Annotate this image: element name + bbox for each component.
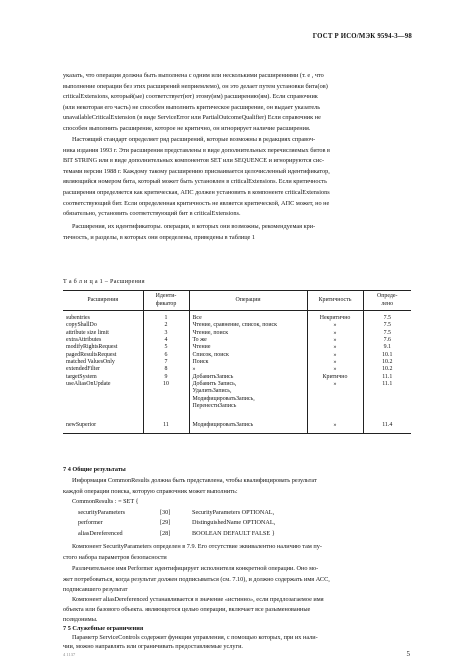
table-row <box>63 359 411 366</box>
paragraph-alias-dereferenced: Компонент aliasDereferenced устанавливается в значение «истинно», если предлозагаемое имя объекта или базового объекта. являющегося целью операции, включает все разыменованные псевдонимы. <box>63 596 324 623</box>
table-body <box>63 311 411 434</box>
table-cell: » <box>307 344 363 351</box>
table-cell: МодифицироватьЗапись, <box>189 396 307 403</box>
table-header-row <box>63 291 411 311</box>
table-cell: УдалитьЗапись, <box>189 388 307 395</box>
table-cell: 2 <box>143 322 189 329</box>
table-cell: Добавить Запись, <box>189 381 307 388</box>
table-cell <box>63 388 143 395</box>
table-cell: 8 <box>143 366 189 373</box>
table-cell <box>307 388 363 395</box>
section-7-5-title: 7 5 Служебные ограничения <box>63 625 144 632</box>
table-cell: 4 <box>143 337 189 344</box>
table-caption: Т а б л и ц а 1 – Расширения <box>63 279 145 285</box>
table-cell: matched ValuesOnly <box>66 359 115 366</box>
code-tag: [30] <box>160 508 171 516</box>
table-cell: Чтение, поиск <box>189 330 307 337</box>
table-header-cell: Расширения <box>63 291 143 311</box>
table-cell: pagedResultsRequest <box>66 351 117 358</box>
table-row <box>63 403 411 410</box>
code-type: SecurityParameters OPTIONAL, <box>192 508 275 516</box>
table-row <box>63 366 411 373</box>
table-cell <box>363 388 411 395</box>
table-cell: 10.1 <box>363 352 411 359</box>
table-cell <box>307 396 363 403</box>
table-cell <box>363 396 411 403</box>
table-cell: 9.1 <box>363 344 411 351</box>
code-component: aliasDereferenced <box>78 529 123 537</box>
table-cell <box>307 403 363 410</box>
table-cell: 7.5 <box>363 311 411 323</box>
table-cell: 3 <box>143 330 189 337</box>
table-cell: 7.5 <box>363 330 411 337</box>
table-cell: То же <box>189 337 307 344</box>
code-component: performer <box>78 519 103 527</box>
table-cell: 7.5 <box>363 322 411 329</box>
code-type: DistinguishedName OPTIONAL, <box>192 519 276 527</box>
table-cell: 10.2 <box>363 359 411 366</box>
table-cell: copyShallDo <box>66 322 97 329</box>
table-cell: 1 <box>143 311 189 323</box>
table-cell: » <box>307 322 363 329</box>
table-cell: 7.6 <box>363 337 411 344</box>
table-cell: targetSystem <box>66 373 97 380</box>
table-cell: useAliasOnUpdate <box>66 381 111 388</box>
table-cell: Чтение, сравнение, список, поиск <box>189 322 307 329</box>
table-cell: Критично <box>307 374 363 381</box>
table-cell: » <box>307 359 363 366</box>
table-cell: » <box>307 410 363 433</box>
code-tag: [29] <box>160 519 171 527</box>
table-cell: 11.1 <box>363 381 411 388</box>
table-cell: 10 <box>143 381 189 388</box>
table-cell: » <box>189 366 307 373</box>
table-cell <box>143 396 189 403</box>
paragraph-common-results: Информация CommonResults должна быть представлена, чтобы квалифицировать результат каждой операции поиска, которую справочник может выполнить: <box>63 477 317 495</box>
table-row <box>63 322 411 329</box>
table-header-cell: Операции <box>189 291 307 311</box>
table-cell: attribute size limit <box>66 329 109 336</box>
table-cell <box>63 403 143 410</box>
table-cell: modifyRightsRequest <box>66 344 118 351</box>
table-row <box>63 396 411 403</box>
paragraph-standard-extensions: Настоящий стандарт определяет ряд расширений, которые возможны в редакциях справоч- ника издания 1993 г. Эти расширения представлены в виде дополнительных перечисляемых битов в BIT STRING или в виде дополнительных компонентов SET или SEQUENCE и игнорируются сис- темами версии 1988 г. Каждому такому расширению присваивается целочисленный идентификатор, являющийся номером бита, который может быть установлен в criticalExtensions. Если критичность расширения определяется как критическая, АПС должен установить в компоненте criticalExtensions соответствующий бит. Если определенная критичность не является критической, АПС может, но не обязательно, установить соответствующий бит в criticalExtensions. <box>63 136 331 218</box>
table-cell: extraAttributes <box>66 337 102 344</box>
paragraph-table-intro: Расширения, их идентификаторы. операции, в которых они возможны, рекомендуемая кри- тичность, и разделы, в которых они определены, приведены в таблице 1 <box>63 223 316 241</box>
table-header-cell: Иденти- фикатор <box>143 291 189 311</box>
table-cell: 10.2 <box>363 366 411 373</box>
table-cell <box>363 403 411 410</box>
table-row <box>63 311 411 323</box>
code-type: BOOLEAN DEFAULT FALSE } <box>192 529 275 537</box>
footer-mark: 4 1137 <box>63 652 76 657</box>
table-row <box>63 344 411 351</box>
table-cell: 6 <box>143 352 189 359</box>
table-cell: 9 <box>143 374 189 381</box>
table-cell: » <box>307 366 363 373</box>
table-row <box>63 374 411 381</box>
table-cell: 11.4 <box>363 410 411 433</box>
code-tag: [28] <box>160 529 171 537</box>
table-row <box>63 330 411 337</box>
table-cell: Список, поиск <box>189 352 307 359</box>
table-cell <box>143 403 189 410</box>
page-number: 5 <box>406 650 410 658</box>
table-cell: Поиск <box>189 359 307 366</box>
table-cell: ДобавитьЗапись <box>189 374 307 381</box>
table-cell: » <box>307 381 363 388</box>
paragraph-security-parameters: Компонент SecurityParameters определен в 7.9. Его отсутствие эквивалентно наличию там пу- стого набора параметров безопасности <box>63 543 322 561</box>
table-cell: extendedFilter <box>66 366 101 373</box>
table-cell: Все <box>189 311 307 323</box>
table-row <box>63 388 411 395</box>
table-cell: » <box>307 330 363 337</box>
table-cell: Чтение <box>189 344 307 351</box>
table-cell: » <box>307 337 363 344</box>
table-row <box>63 352 411 359</box>
table-cell <box>63 396 143 403</box>
section-7-4-title: 7 4 Общие результаты <box>63 466 126 473</box>
table-cell: 11 <box>143 410 189 433</box>
table-cell: newSuperior <box>63 410 143 433</box>
table-header-cell: Критичность <box>307 291 363 311</box>
page-header: ГОСТ Р ИСО/МЭК 9594-3—98 <box>312 33 412 40</box>
paragraph-service-controls: Параметр ServiceControls содержит функции управления, с помощью которых, при их нали- чии, можно направлять или ограничивать предоставляемые услуги. <box>63 634 318 650</box>
paragraph-extensions-critical: указать, что операция должна быть выполнена с одним или несколькими расширениями (т. е , что выполнение операции без этих расширений неприемлемо), он это делает путем установки бита(ов) criticalExtensions, который(ые) соответствует(ют) этому(им) расширению(ям). Если справочник (или некоторая его часть) не способен выполнить критическое расширение, он выдает указатель unavailableCriticalExtension (в виде ServiceError или PartialOutcomeQualifier) Если справочник не способен выполнить расширение, которое не критично, он игнорирует наличие расширения. <box>63 72 328 132</box>
code-line: CommonResults : = SET { <box>72 498 139 505</box>
table-cell: subentries <box>66 315 90 321</box>
extensions-table <box>63 290 411 434</box>
code-component: securityParameters <box>78 508 126 516</box>
table-cell: 11.1 <box>363 374 411 381</box>
table-cell: 5 <box>143 344 189 351</box>
table-header-cell: Опреде- лено <box>363 291 411 311</box>
table-cell: Некритично <box>307 311 363 323</box>
table-cell <box>143 388 189 395</box>
table-cell: ПеренестиЗапись <box>189 403 307 410</box>
table-row <box>63 381 411 388</box>
paragraph-performer: Различительное имя Performer идентифицирует исполнителя конкретной операции. Оно мо- жет потребоваться, когда результат должен подписываться (см. 7.10), и должно содержать имя АСС, подписавшего результат <box>63 565 330 594</box>
table-cell: МодифицироватьЗапись <box>189 410 307 433</box>
table-cell: » <box>307 352 363 359</box>
table-cell: 7 <box>143 359 189 366</box>
table-row <box>63 410 411 433</box>
